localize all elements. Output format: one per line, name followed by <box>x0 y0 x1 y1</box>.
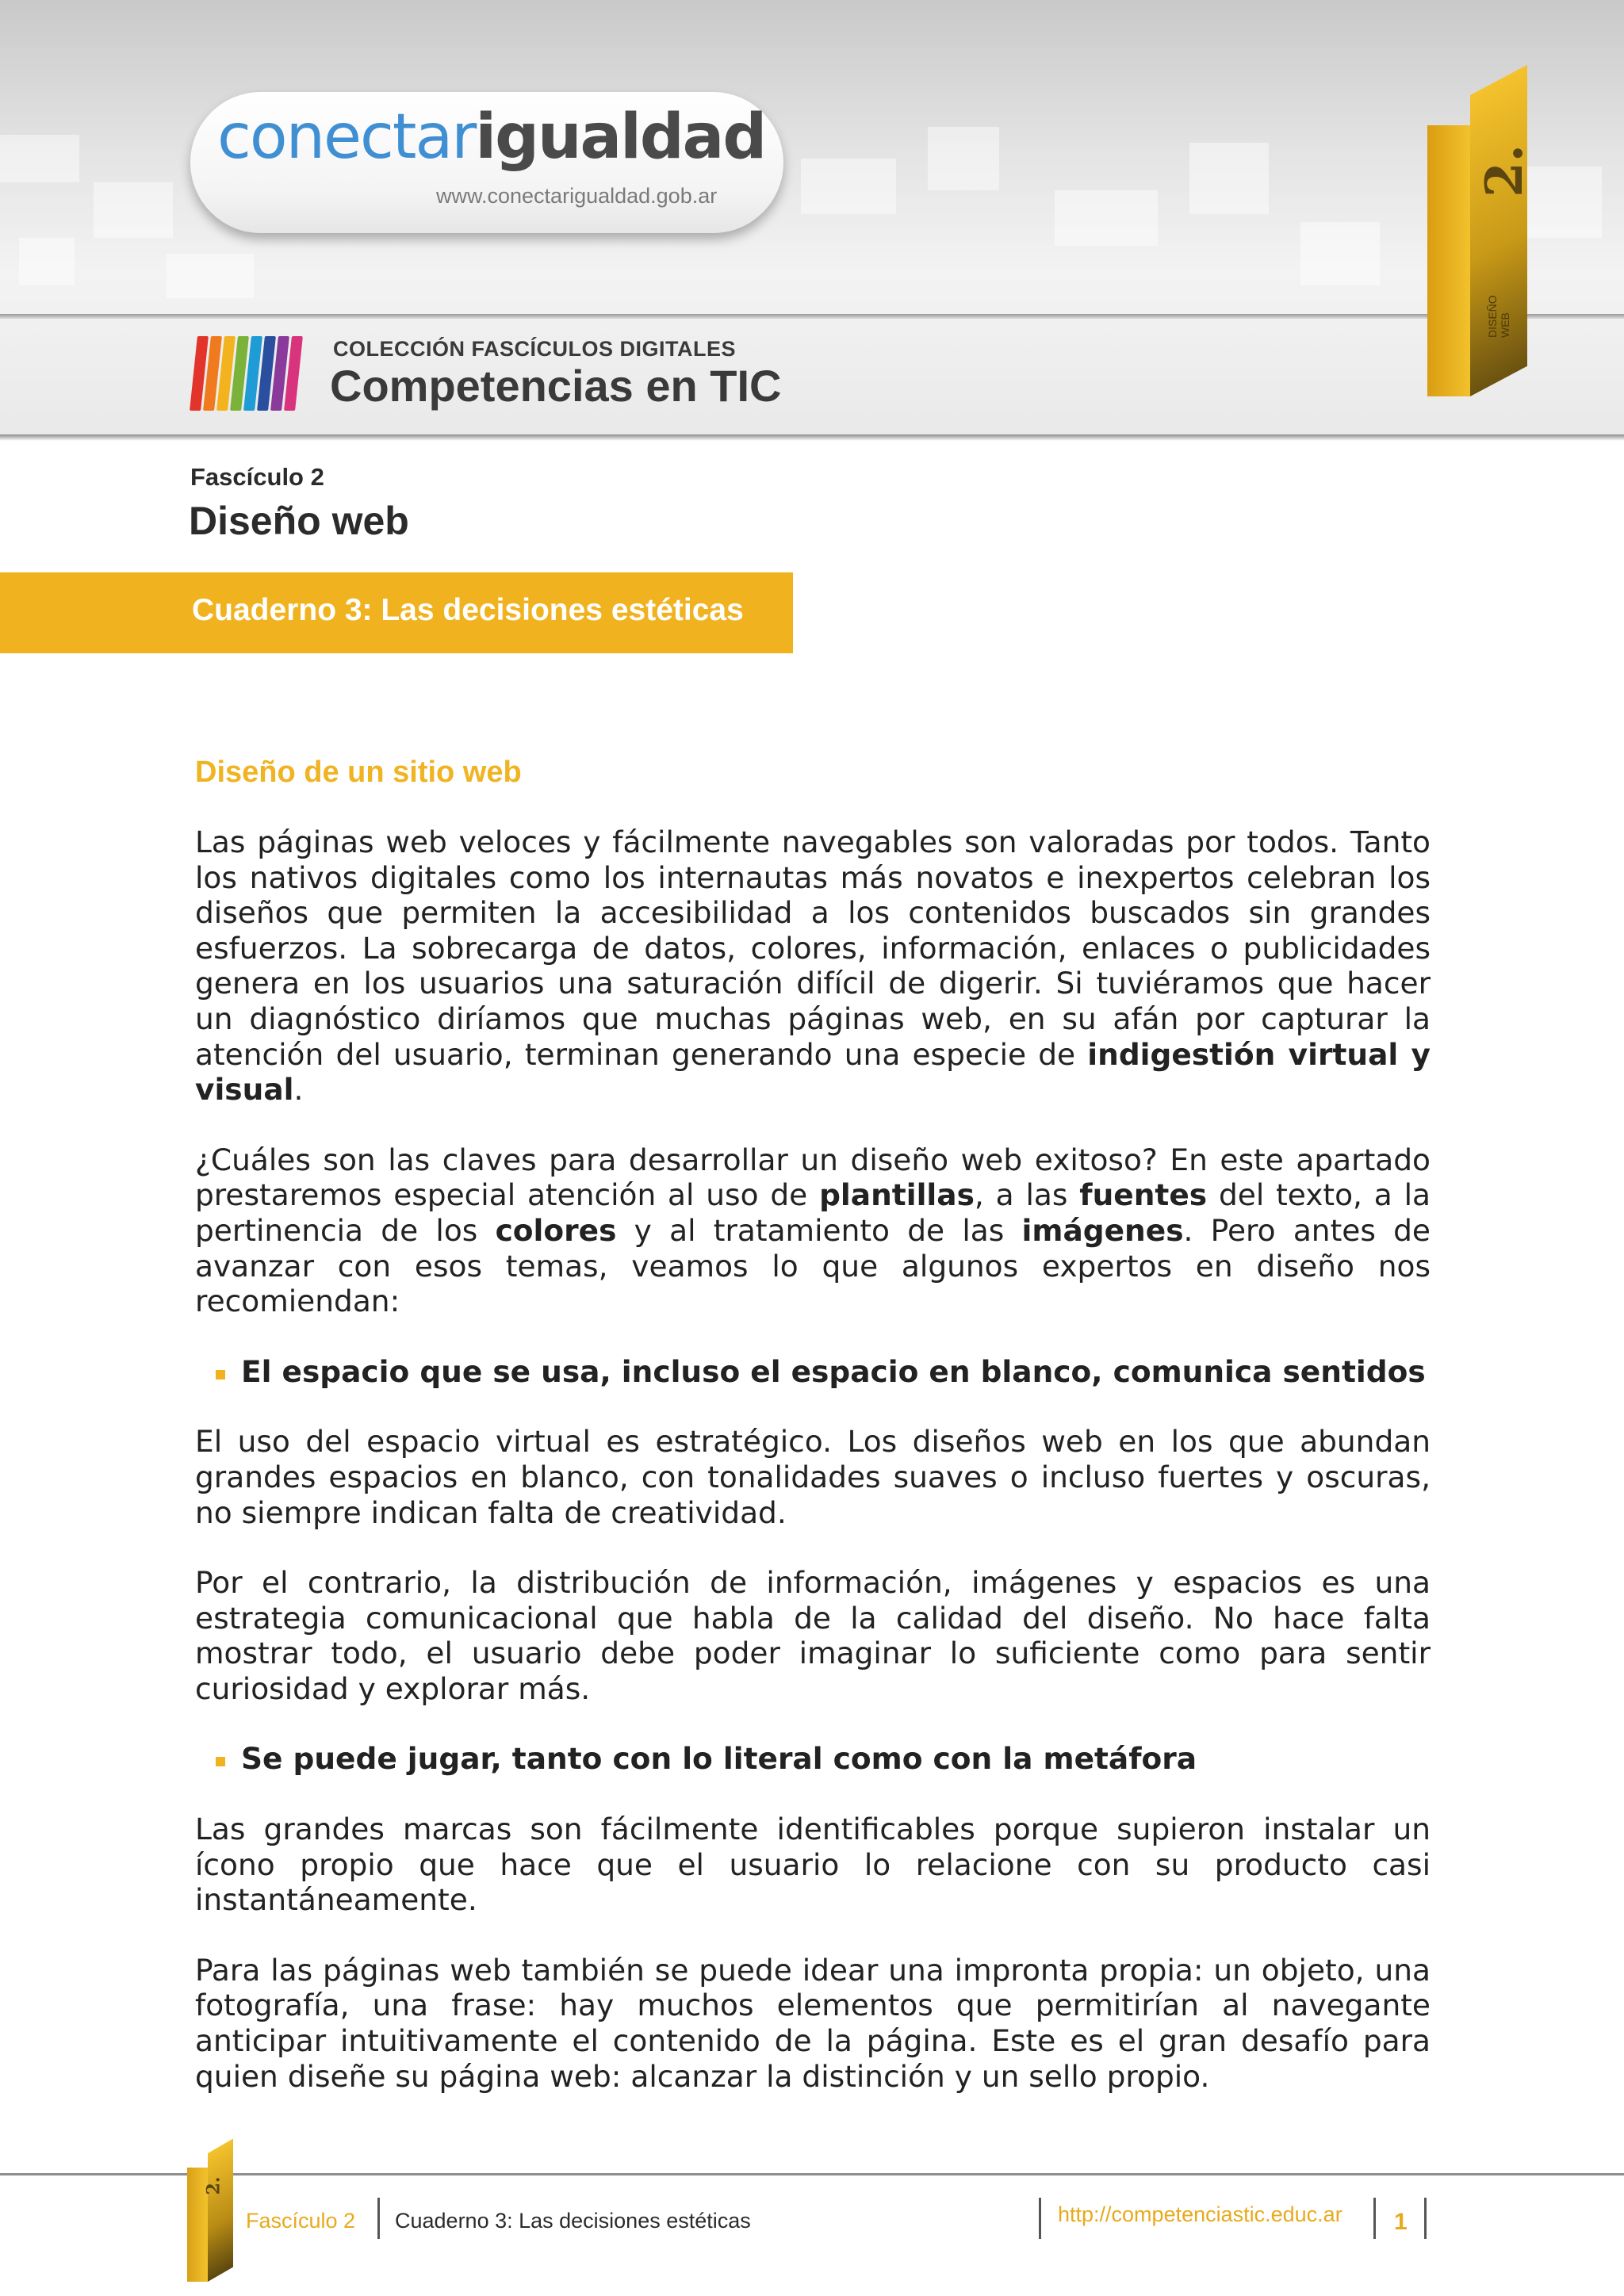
background-tile <box>1055 190 1158 246</box>
footer-fascicle: Fascículo 2 <box>246 2209 356 2233</box>
bullet-square-icon <box>216 1370 225 1380</box>
background-tile <box>94 182 173 238</box>
paragraph-4: Por el contrario, la distribución de información, imágenes y espacios es una estrategia comunicacional que habla de la calidad del diseño. No hace falta mostrar todo, el usuario debe poder imaginar lo suficiente como para sentir curiosidad y explorar más. <box>195 1565 1431 1706</box>
section-heading: Diseño de un sitio web <box>195 756 522 789</box>
background-tile <box>1189 143 1269 214</box>
notebook-title: Cuaderno 3: Las decisiones estéticas <box>192 593 744 627</box>
paragraph-2-text-e: y al tratamiento de las <box>616 1212 1022 1248</box>
keyword-fuentes: fuentes <box>1079 1177 1208 1213</box>
fascicle-title: Diseño web <box>189 499 409 543</box>
paragraph-6: Para las páginas web también se puede idear una impronta propia: un objeto, una fotografía, una frase: hay muchos elementos que permitirían al navegante anticipar intuitivamente el contenido de la página. Este es el gran desafío para quien diseñe su página web: alcanzar la distinción y un sello propio. <box>195 1952 1431 2094</box>
book-number: 2. <box>1474 144 1534 197</box>
collection-color-bars-icon <box>190 336 306 411</box>
bullet-heading-2-text: Se puede jugar, tanto con lo literal como con la metáfora <box>241 1741 1197 1777</box>
logo-url: www.conectarigualdad.gob.ar <box>436 184 718 208</box>
book-spine <box>1427 125 1470 396</box>
paragraph-1-end: . <box>293 1072 304 1108</box>
footer-notebook: Cuaderno 3: Las decisiones estéticas <box>395 2209 751 2233</box>
footer-url-link[interactable]: http://competenciastic.educ.ar <box>1058 2202 1342 2226</box>
footer-separator <box>1424 2198 1427 2239</box>
paragraph-1-text: Las páginas web veloces y fácilmente navegables son valoradas por todos. Tanto los nativos digitales como los internautas más novatos e inexpertos celebran los diseños que permiten la accesibilidad a los contenidos buscados sin grandes esfuerzos. La sobrecarga de datos, colores, información, enlaces o publicidades genera en los usuarios una saturación difícil de digerir. Si tuviéramos que hacer un diagnóstico diríamos que muchas páginas web, en su afán por capturar la atención del usuario, terminan generando una especie de <box>195 825 1431 1072</box>
paragraph-2-text-a: ¿Cuáles son las claves para desarrollar un diseño web exitoso? En este apartado prestaremos especial atención al uso de <box>195 1142 1431 1213</box>
bullet-heading-1 <box>195 1354 1431 1390</box>
background-tile <box>19 238 75 285</box>
book-label <box>1486 274 1511 338</box>
footer-separator <box>377 2198 380 2239</box>
paragraph-1 <box>195 825 1431 1108</box>
keyword-plantillas: plantillas <box>819 1177 975 1213</box>
main-content <box>195 752 1431 2129</box>
background-tile <box>801 159 896 214</box>
paragraph-1-bold: indigestión virtual y visual <box>195 1036 1431 1108</box>
paragraph-2-text-c: , a las <box>974 1177 1080 1213</box>
footer-separator <box>1039 2198 1041 2239</box>
paragraph-2-text-d: del texto, a la pertinencia de los <box>195 1177 1431 1248</box>
paragraph-5: Las grandes marcas son fácilmente identificables porque supieron instalar un ícono propio que hace que el usuario lo relacione con su producto casi instantáneamente. <box>195 1812 1431 1918</box>
book-label-line2: WEB <box>1499 312 1511 338</box>
collection-label: COLECCIÓN FASCÍCULOS DIGITALES <box>333 337 737 361</box>
header-divider <box>0 314 1624 319</box>
background-tile <box>167 254 254 298</box>
keyword-imagenes: imágenes <box>1021 1212 1184 1248</box>
bullet-heading-1-text: El espacio que se usa, incluso el espacio en blanco, comunica sentidos <box>241 1353 1426 1389</box>
footer-book-number: 2. <box>203 2176 224 2195</box>
footer-book-cover <box>208 2139 233 2282</box>
book-cover <box>1470 65 1527 396</box>
keyword-colores: colores <box>495 1212 617 1248</box>
book-label-line1: DISEÑO <box>1486 295 1499 338</box>
background-tile <box>1300 222 1380 285</box>
page-number: 1 <box>1394 2209 1408 2235</box>
logo-part-igualdad: igualdad <box>475 101 766 173</box>
background-tile <box>1522 166 1602 238</box>
footer-book-icon <box>187 2153 233 2282</box>
book-icon <box>1427 95 1534 396</box>
background-tile <box>928 127 999 190</box>
paragraph-2 <box>195 1142 1431 1319</box>
bullet-heading-2 <box>195 1741 1431 1777</box>
collection-title: Competencias en TIC <box>330 361 782 411</box>
logo-part-conectar: conectar <box>217 101 476 173</box>
paragraph-3: El uso del espacio virtual es estratégico. Los diseños web en los que abundan grandes espacios en blanco, con tonalidades suaves o incluso fuertes y oscuras, no siempre indican falta de creatividad. <box>195 1424 1431 1530</box>
footer-divider <box>0 2173 1624 2175</box>
background-tile <box>0 135 79 182</box>
header-bottom-edge <box>0 434 1624 441</box>
page-header <box>0 0 1624 441</box>
footer-separator <box>1373 2198 1376 2239</box>
bullet-square-icon <box>216 1757 225 1766</box>
fascicle-label: Fascículo 2 <box>190 463 324 491</box>
logo-wordmark <box>217 101 765 173</box>
paragraph-2-text-f: . Pero antes de avanzar con esos temas, veamos lo que algunos expertos en diseño nos recomiendan: <box>195 1212 1431 1319</box>
